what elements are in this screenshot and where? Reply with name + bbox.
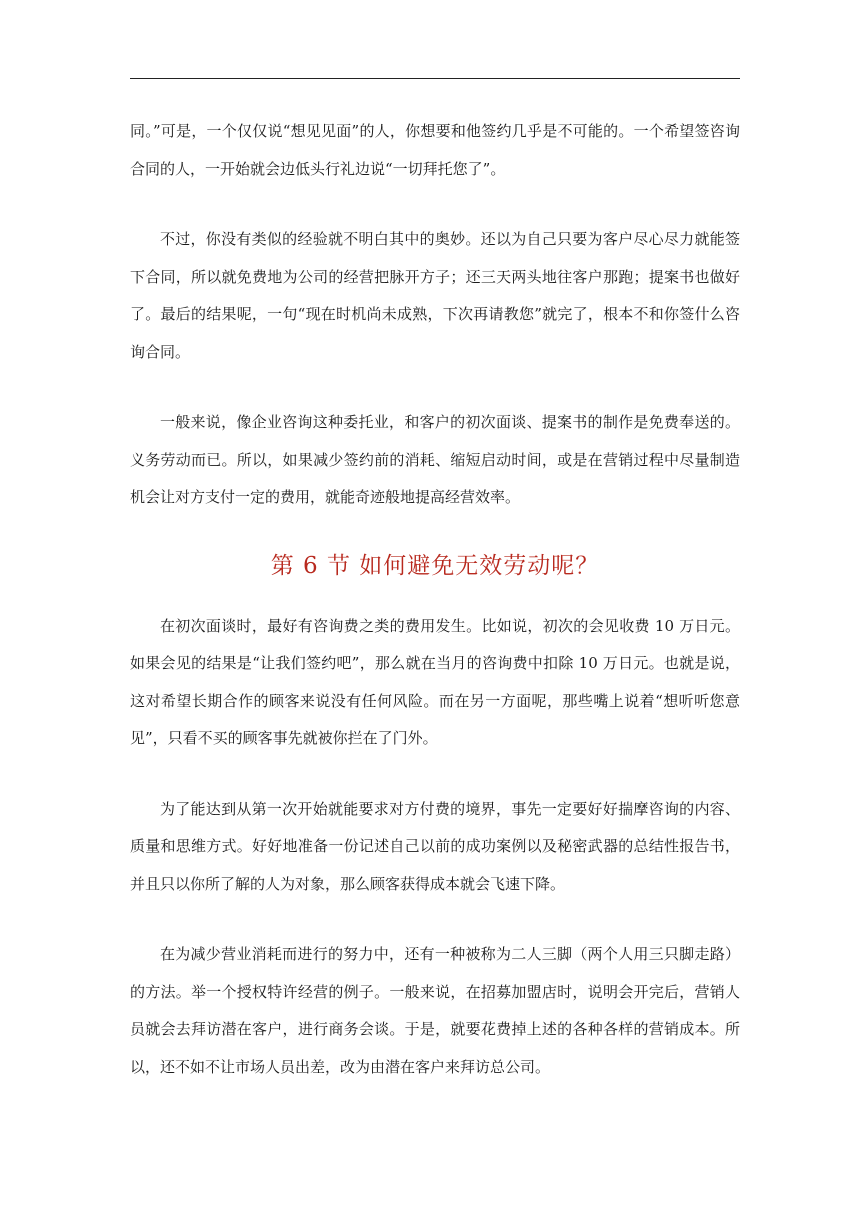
- title-gap: [130, 582, 740, 608]
- paragraph-gap: [130, 371, 740, 404]
- paragraph-continuation: 同。”可是，一个仅仅说“想见见面”的人，你想要和他签约几乎是不可能的。一个希望签咨询合同的人，一开始就会边低头行礼边说“一切拜托您了”。: [130, 122, 740, 178]
- paragraph: 在为减少营业消耗而进行的努力中，还有一种被称为二人三脚（两个人用三只脚走路）的方法。举一个授权特许经营的例子。一般来说，在招募加盟店时，说明会开完后，营销人员就会去拜访潜在客户，进行商务会谈。于是，就要花费掉上述的各种各样的营销成本。所以，还不如不让市场人员出差，改为由潜在客户来拜访总公司。: [130, 945, 740, 1076]
- paragraph-gap: [130, 758, 740, 791]
- section-title: 第 6 节 如何避免无效劳动呢？: [270, 552, 600, 579]
- paragraph-gap: [130, 517, 740, 550]
- paragraph: 一般来说，像企业咨询这种委托业，和客户的初次面谈、提案书的制作是免费奉送的。义务劳动而已。所以，如果减少签约前的消耗、缩短启动时间，或是在营销过程中尽量制造机会让对方支付一定的费用，就能奇迹般地提高经营效率。: [130, 413, 740, 506]
- paragraph-gap: [130, 903, 740, 936]
- paragraph: 不过，你没有类似的经验就不明白其中的奥妙。还以为自己只要为客户尽心尽力就能签下合同，所以就免费地为公司的经营把脉开方子；还三天两头地往客户那跑；提案书也做好了。最后的结果呢，一句“现在时机尚未成熟，下次再请教您”就完了，根本不和你签什么咨询合同。: [130, 230, 740, 361]
- header-rule: [130, 78, 740, 79]
- paragraph: 为了能达到从第一次开始就能要求对方付费的境界，事先一定要好好揣摩咨询的内容、质量和思维方式。好好地准备一份记述自己以前的成功案例以及秘密武器的总结性报告书，并且只以你所了解的人为对象，那么顾客获得成本就会飞速下降。: [130, 799, 740, 893]
- page-body: [130, 113, 740, 1086]
- paragraph: 在初次面谈时，最好有咨询费之类的费用发生。比如说，初次的会见收费 10 万日元。如果会见的结果是“让我们签约吧”，那么就在当月的咨询费中扣除 10 万日元。也就是说，这对希望长期合作的顾客来说没有任何风险。而在另一方面呢，那些嘴上说着“想听听您意见”，只看不买的顾客事先就被你拦在了门外。: [130, 616, 740, 747]
- paragraph-gap: [130, 188, 740, 221]
